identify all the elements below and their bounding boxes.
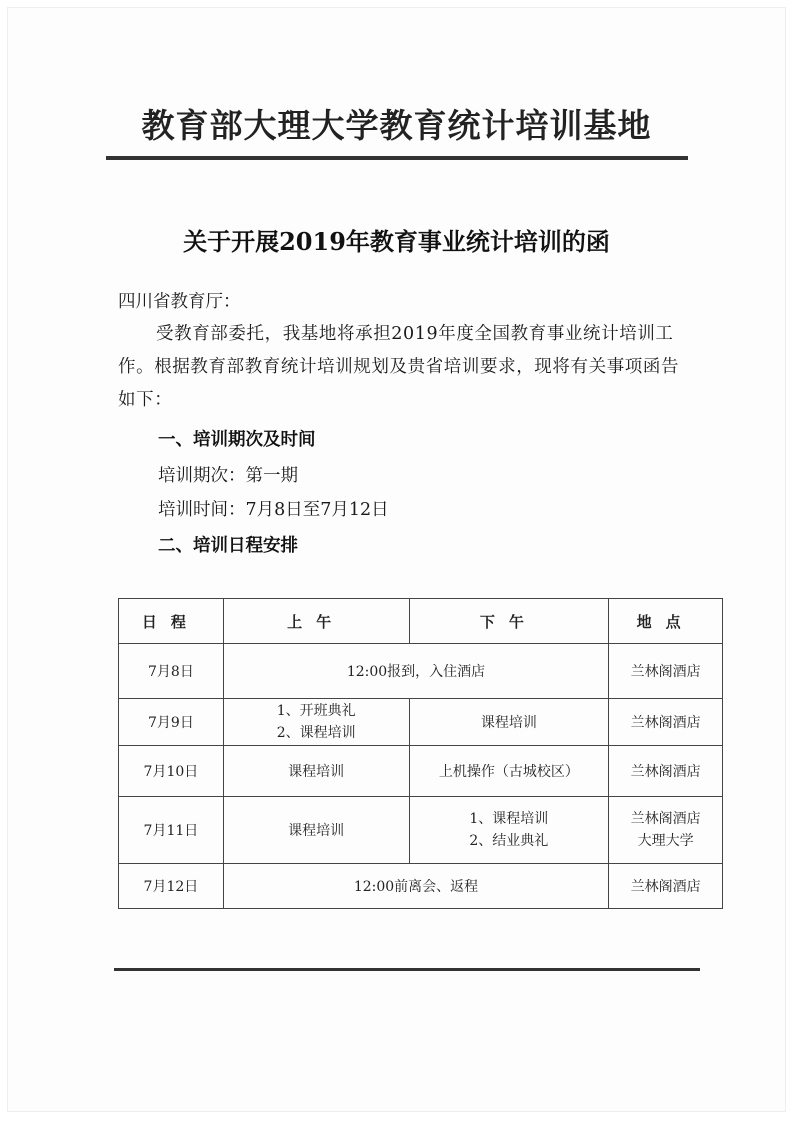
row-afternoon bbox=[409, 797, 609, 864]
table-row bbox=[119, 746, 723, 797]
letterhead-title: 教育部大理大学教育统计培训基地 bbox=[141, 106, 652, 145]
row-location: 兰林阁酒店 bbox=[609, 746, 723, 797]
activity-line: 1、开班典礼 bbox=[276, 703, 356, 719]
body-paragraph: 受教育部委托，我基地将承担2019年度全国教育事业统计培训工作。根据教育部教育统计培训规划及贵省培训要求，现将有关事项函告如下： bbox=[118, 324, 680, 410]
header-morning: 上午 bbox=[223, 599, 409, 644]
row-morning: 课程培训 bbox=[223, 746, 409, 797]
row-afternoon: 上机操作（古城校区） bbox=[409, 746, 609, 797]
footer-divider bbox=[114, 968, 700, 971]
session-line: 培训期次：第一期 bbox=[158, 466, 298, 486]
row-location: 兰林阁酒店 bbox=[609, 699, 723, 746]
activity-line: 2、结业典礼 bbox=[469, 833, 549, 849]
time-line: 培训时间：7月8日至7月12日 bbox=[158, 500, 389, 520]
activity-line: 2、课程培训 bbox=[276, 725, 356, 741]
location-line: 大理大学 bbox=[637, 833, 694, 849]
row-location bbox=[609, 797, 723, 864]
row-morning bbox=[223, 699, 409, 746]
row-date: 7月10日 bbox=[119, 746, 224, 797]
row-merged-activity: 12:00前离会、返程 bbox=[223, 864, 608, 909]
document-page bbox=[8, 8, 785, 1111]
header-afternoon: 下午 bbox=[409, 599, 609, 644]
row-location: 兰林阁酒店 bbox=[609, 864, 723, 909]
row-date: 7月8日 bbox=[119, 644, 224, 699]
table-row bbox=[119, 797, 723, 864]
location-line: 兰林阁酒店 bbox=[630, 811, 701, 827]
section-heading-2: 二、培训日程安排 bbox=[158, 536, 298, 556]
document-title: 关于开展2019年教育事业统计培训的函 bbox=[183, 227, 610, 256]
row-merged-activity: 12:00报到，入住酒店 bbox=[223, 644, 608, 699]
row-afternoon: 课程培训 bbox=[409, 699, 609, 746]
table-row bbox=[119, 699, 723, 746]
row-morning: 课程培训 bbox=[223, 797, 409, 864]
row-date: 7月9日 bbox=[119, 699, 224, 746]
header-location: 地点 bbox=[609, 599, 723, 644]
letterhead-divider bbox=[106, 156, 688, 160]
row-location: 兰林阁酒店 bbox=[609, 644, 723, 699]
table-header-row bbox=[119, 599, 723, 644]
salutation: 四川省教育厅： bbox=[118, 292, 241, 312]
table-row bbox=[119, 644, 723, 699]
row-date: 7月12日 bbox=[119, 864, 224, 909]
row-date: 7月11日 bbox=[119, 797, 224, 864]
section-heading-1: 一、培训期次及时间 bbox=[158, 430, 316, 450]
table-row bbox=[119, 864, 723, 909]
schedule-table bbox=[118, 598, 723, 909]
activity-line: 1、课程培训 bbox=[469, 811, 549, 827]
header-date: 日程 bbox=[119, 599, 224, 644]
